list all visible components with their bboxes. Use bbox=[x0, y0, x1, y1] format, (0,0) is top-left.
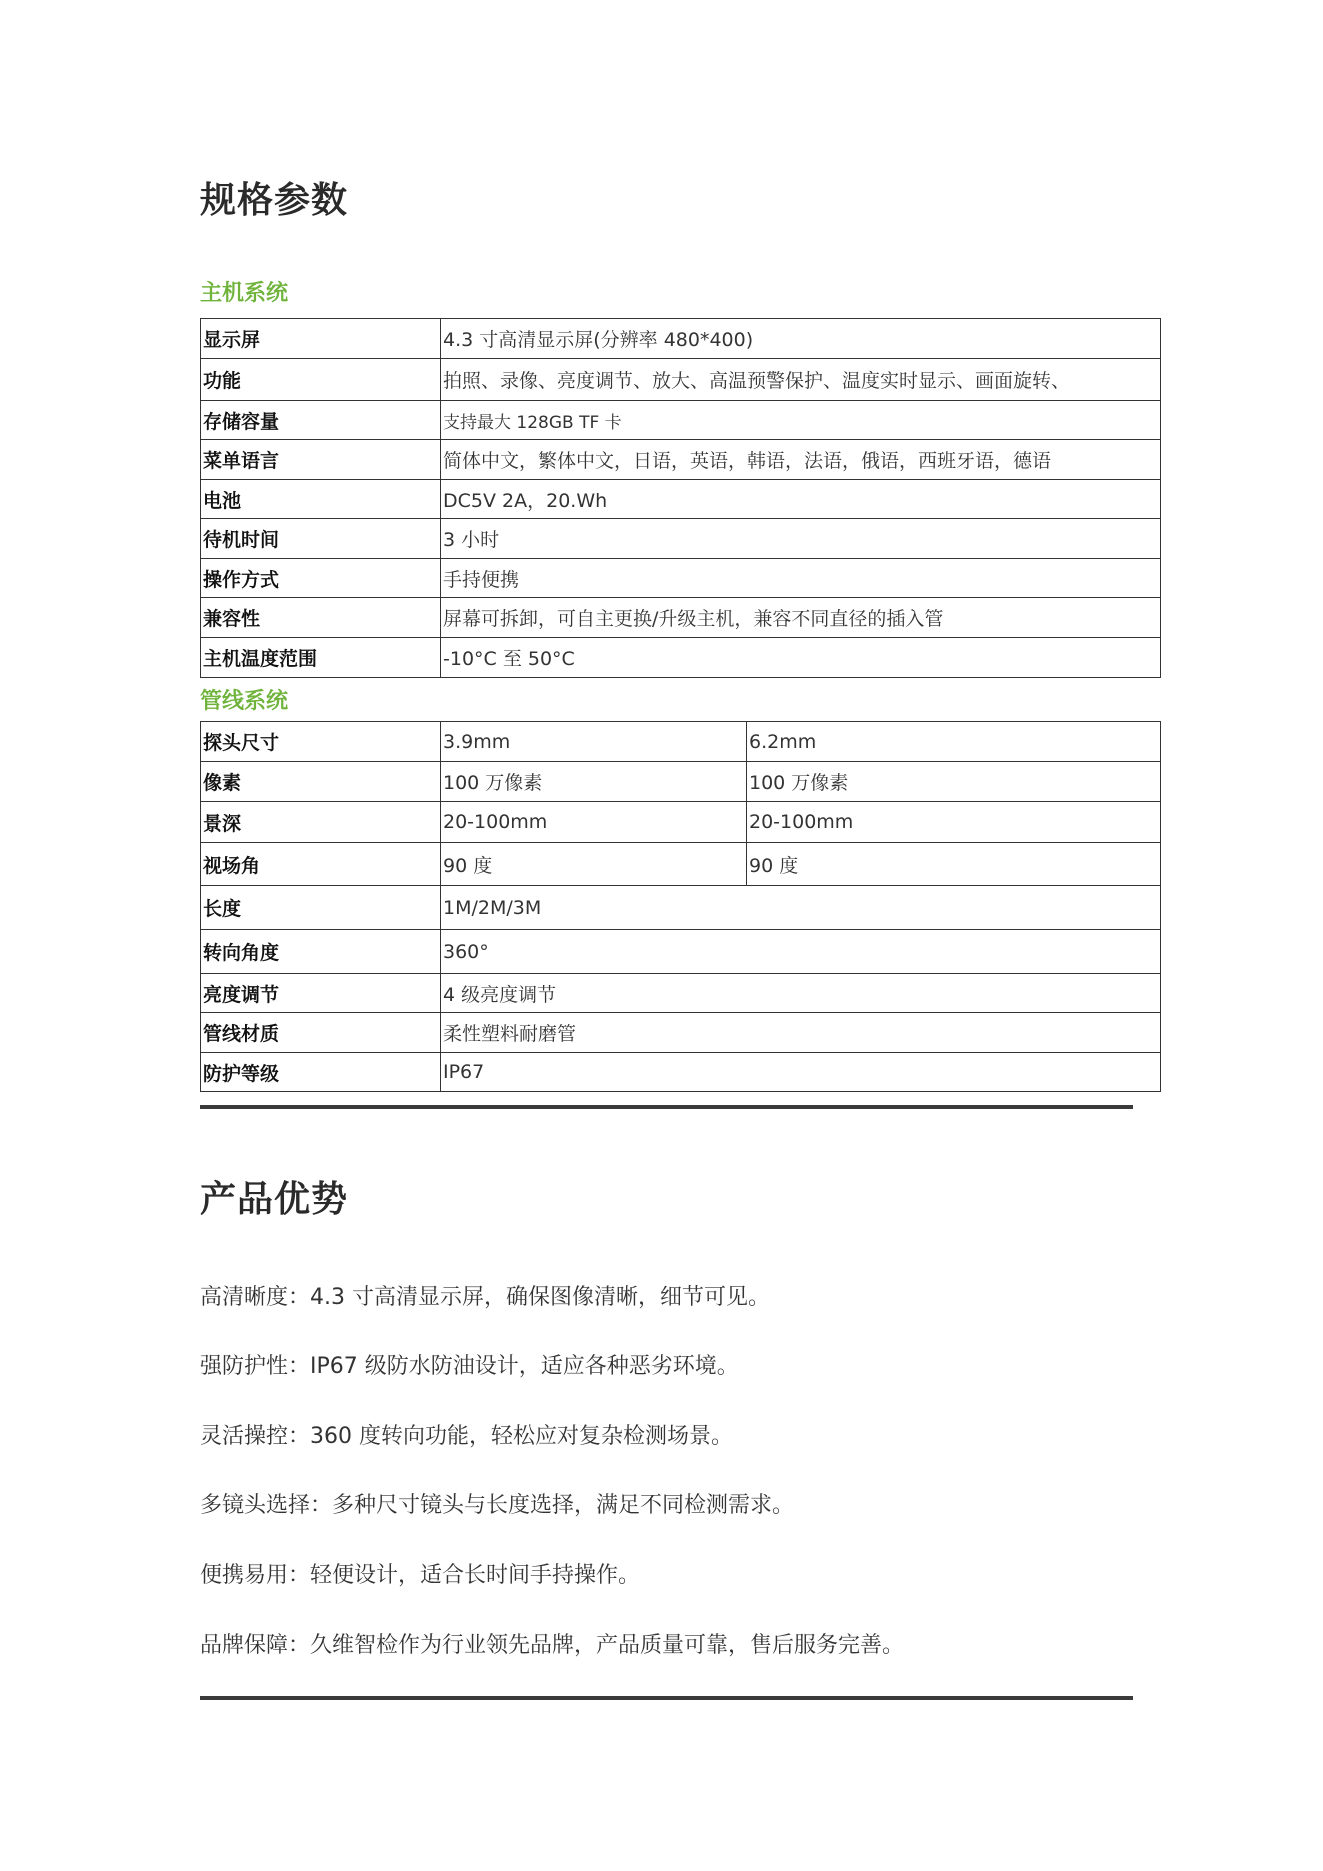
advantage-item: 强防护性：IP67 级防水防油设计，适应各种恶劣环境。 bbox=[200, 1354, 739, 1379]
table-row bbox=[201, 886, 1161, 930]
spec-value-1: 90 度 bbox=[441, 843, 747, 886]
spec-label: 功能 bbox=[201, 359, 441, 401]
table-row bbox=[201, 359, 1161, 401]
table-row bbox=[201, 802, 1161, 843]
spec-title: 规格参数 bbox=[200, 180, 349, 221]
spec-label: 长度 bbox=[201, 886, 441, 930]
table-row bbox=[201, 519, 1161, 559]
spec-value-2: 20-100mm bbox=[747, 802, 1161, 843]
spec-value-2: 6.2mm bbox=[747, 722, 1161, 762]
spec-label: 显示屏 bbox=[201, 319, 441, 359]
spec-value: 柔性塑料耐磨管 bbox=[441, 1013, 1161, 1053]
table-row bbox=[201, 722, 1161, 762]
spec-label: 菜单语言 bbox=[201, 440, 441, 480]
spec-value: 屏幕可拆卸，可自主更换/升级主机，兼容不同直径的插入管 bbox=[441, 598, 1161, 638]
spec-value: -10°C 至 50°C bbox=[441, 638, 1161, 678]
spec-label: 景深 bbox=[201, 802, 441, 843]
spec-value-2: 90 度 bbox=[747, 843, 1161, 886]
spec-value-1: 20-100mm bbox=[441, 802, 747, 843]
table-row bbox=[201, 559, 1161, 598]
table-row bbox=[201, 401, 1161, 440]
spec-value: 3 小时 bbox=[441, 519, 1161, 559]
table-row bbox=[201, 598, 1161, 638]
spec-label: 操作方式 bbox=[201, 559, 441, 598]
spec-value-2: 100 万像素 bbox=[747, 762, 1161, 802]
spec-label: 存储容量 bbox=[201, 401, 441, 440]
spec-value: 1M/2M/3M bbox=[441, 886, 1161, 930]
spec-label: 探头尺寸 bbox=[201, 722, 441, 762]
spec-value-1: 3.9mm bbox=[441, 722, 747, 762]
spec-label: 视场角 bbox=[201, 843, 441, 886]
spec-value-1: 100 万像素 bbox=[441, 762, 747, 802]
table-row bbox=[201, 843, 1161, 886]
table-row bbox=[201, 440, 1161, 480]
spec-value: 拍照、录像、亮度调节、放大、高温预警保护、温度实时显示、画面旋转、 bbox=[441, 359, 1161, 401]
spec-value: 手持便携 bbox=[441, 559, 1161, 598]
table-row bbox=[201, 974, 1161, 1013]
spec-value: 360° bbox=[441, 930, 1161, 974]
spec-label: 防护等级 bbox=[201, 1053, 441, 1092]
advantage-item: 多镜头选择：多种尺寸镜头与长度选择，满足不同检测需求。 bbox=[200, 1493, 795, 1518]
section-divider bbox=[200, 1696, 1133, 1700]
table-row bbox=[201, 480, 1161, 519]
advantages-title: 产品优势 bbox=[200, 1179, 349, 1220]
spec-value: 简体中文，繁体中文，日语，英语，韩语，法语，俄语，西班牙语，德语 bbox=[441, 440, 1161, 480]
spec-value: IP67 bbox=[441, 1053, 1161, 1092]
spec-label: 管线材质 bbox=[201, 1013, 441, 1053]
spec-label: 转向角度 bbox=[201, 930, 441, 974]
advantage-item: 灵活操控：360 度转向功能，轻松应对复杂检测场景。 bbox=[200, 1424, 733, 1449]
table-row bbox=[201, 930, 1161, 974]
spec-value: 4.3 寸高清显示屏(分辨率 480*400) bbox=[441, 319, 1161, 359]
spec-label: 主机温度范围 bbox=[201, 638, 441, 678]
table-row bbox=[201, 1053, 1161, 1092]
spec-value: 支持最大 128GB TF 卡 bbox=[441, 401, 1161, 440]
pipe-section-title: 管线系统 bbox=[200, 689, 289, 714]
spec-label: 兼容性 bbox=[201, 598, 441, 638]
spec-label: 待机时间 bbox=[201, 519, 441, 559]
advantage-item: 品牌保障：久维智检作为行业领先品牌，产品质量可靠，售后服务完善。 bbox=[200, 1633, 905, 1658]
spec-label: 像素 bbox=[201, 762, 441, 802]
host-spec-table bbox=[200, 318, 1161, 678]
section-divider bbox=[200, 1105, 1133, 1109]
spec-value: DC5V 2A，20.Wh bbox=[441, 480, 1161, 519]
table-row bbox=[201, 319, 1161, 359]
spec-label: 亮度调节 bbox=[201, 974, 441, 1013]
table-row bbox=[201, 1013, 1161, 1053]
table-row bbox=[201, 638, 1161, 678]
advantage-item: 高清晰度：4.3 寸高清显示屏，确保图像清晰，细节可见。 bbox=[200, 1285, 770, 1310]
spec-value: 4 级亮度调节 bbox=[441, 974, 1161, 1013]
spec-label: 电池 bbox=[201, 480, 441, 519]
table-row bbox=[201, 762, 1161, 802]
advantage-item: 便携易用：轻便设计，适合长时间手持操作。 bbox=[200, 1563, 641, 1588]
host-section-title: 主机系统 bbox=[200, 281, 289, 306]
pipe-spec-table bbox=[200, 721, 1161, 1092]
